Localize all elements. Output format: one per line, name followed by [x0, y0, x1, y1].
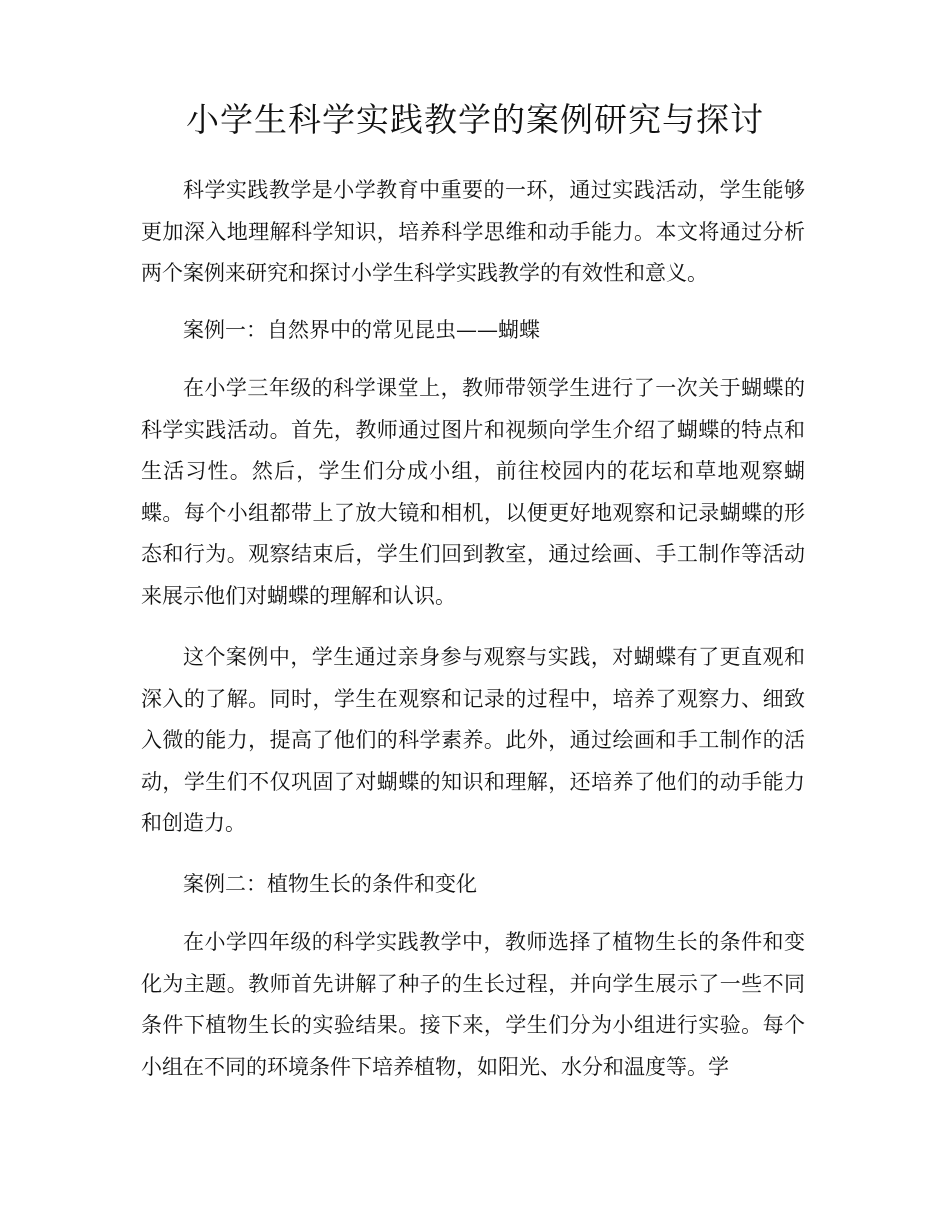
case-two-paragraph-1: 在小学四年级的科学实践教学中，教师选择了植物生长的条件和变化为主题。教师首先讲解了种子的生长过程，并向学生展示了一些不同条件下植物生长的实验结果。接下来，学生们分为小组进行实验。每个小组在不同的环境条件下培养植物，如阳光、水分和温度等。学 [141, 930, 805, 1079]
case-one-heading: 案例一：自然界中的常见昆虫——蝴蝶 [183, 318, 540, 342]
intro-paragraph: 科学实践教学是小学教育中重要的一环，通过实践活动，学生能够更加深入地理解科学知识，培养科学思维和动手能力。本文将通过分析两个案例来研究和探讨小学生科学实践教学的有效性和意义。 [141, 178, 805, 285]
document-title: 小学生科学实践教学的案例研究与探讨 [186, 100, 764, 139]
case-two-heading: 案例二：植物生长的条件和变化 [183, 872, 477, 896]
case-one-paragraph-2: 这个案例中，学生通过亲身参与观察与实践，对蝴蝶有了更直观和深入的了解。同时，学生在观察和记录的过程中，培养了观察力、细致入微的能力，提高了他们的科学素养。此外，通过绘画和手工制作的活动，学生们不仅巩固了对蝴蝶的知识和理解，还培养了他们的动手能力和创造力。 [141, 645, 805, 835]
case-one-paragraph-1: 在小学三年级的科学课堂上，教师带领学生进行了一次关于蝴蝶的科学实践活动。首先，教师通过图片和视频向学生介绍了蝴蝶的特点和生活习性。然后，学生们分成小组，前往校园内的花坛和草地观察蝴蝶。每个小组都带上了放大镜和相机，以便更好地观察和记录蝴蝶的形态和行为。观察结束后，学生们回到教室，通过绘画、手工制作等活动来展示他们对蝴蝶的理解和认识。 [141, 376, 805, 608]
